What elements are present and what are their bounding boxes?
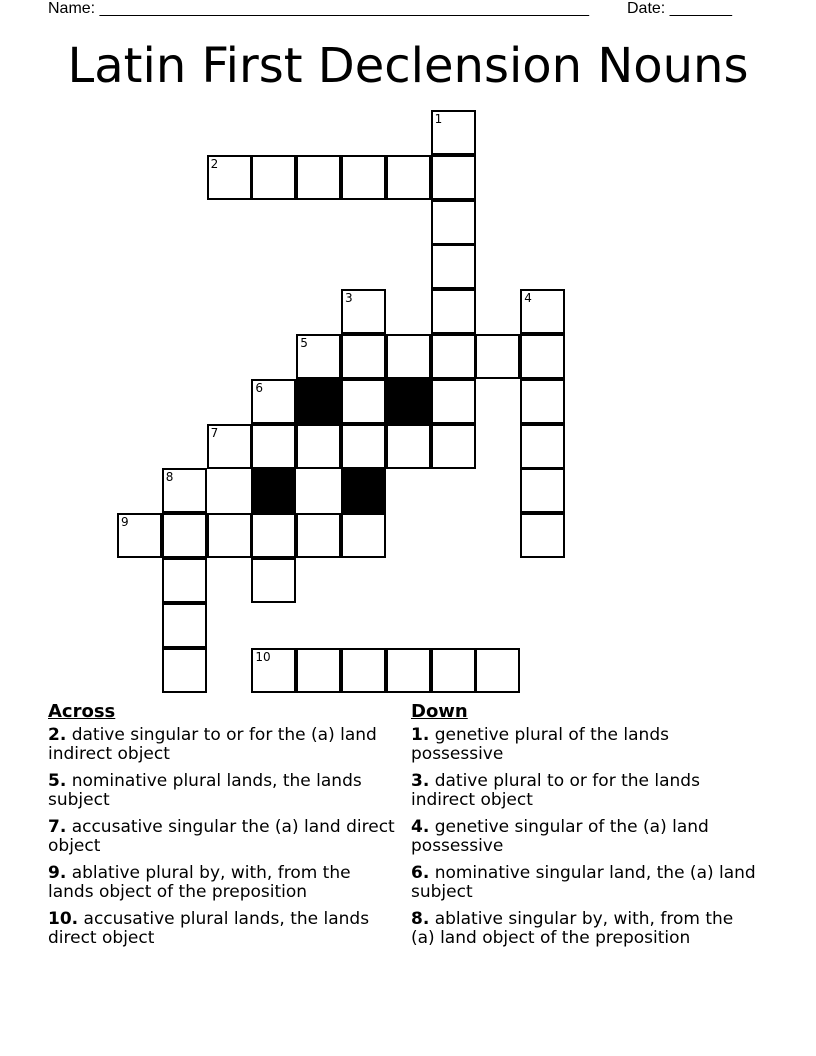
crossword-cell[interactable]: [251, 648, 296, 693]
crossword-cell[interactable]: [117, 513, 162, 558]
crossword-cell[interactable]: [386, 155, 431, 200]
crossword-cell[interactable]: [251, 155, 296, 200]
clue-down-3: [411, 772, 761, 810]
crossword-cell[interactable]: [431, 110, 476, 155]
clue-number: 5.: [48, 771, 67, 791]
crossword-cell[interactable]: [207, 424, 252, 469]
clue-text: dative plural to or for the lands indirect object: [411, 771, 700, 810]
clue-text: genetive singular of the (a) land possessive: [411, 817, 709, 856]
clue-number-label: 2: [210, 156, 219, 171]
crossword-cell[interactable]: [341, 155, 386, 200]
crossword-cell[interactable]: [520, 424, 565, 469]
clue-number-label: 6: [255, 380, 264, 395]
crossword-cell[interactable]: [296, 334, 341, 379]
crossword-cell[interactable]: [386, 334, 431, 379]
clue-across-10: [48, 910, 398, 948]
crossword-block-cell: [296, 379, 341, 424]
clue-number-label: 10: [255, 649, 271, 664]
page-title: Latin First Declension Nouns: [67, 38, 749, 94]
crossword-cell[interactable]: [386, 424, 431, 469]
clue-text: dative singular to or for the (a) land indirect object: [48, 725, 377, 764]
crossword-cell[interactable]: [475, 648, 520, 693]
crossword-cell[interactable]: [386, 648, 431, 693]
clue-number-label: 9: [121, 515, 129, 530]
name-field-label[interactable]: Name: _______________________________________________________: [48, 0, 589, 17]
crossword-cell[interactable]: [251, 424, 296, 469]
crossword-cell[interactable]: [431, 424, 476, 469]
crossword-cell[interactable]: [341, 379, 386, 424]
clue-number-label: 7: [210, 425, 219, 440]
crossword-block-cell: [341, 468, 386, 513]
crossword-cell[interactable]: [207, 513, 252, 558]
crossword-cell[interactable]: [431, 200, 476, 245]
crossword-cell[interactable]: [431, 155, 476, 200]
clue-text: genetive plural of the lands possessive: [411, 725, 669, 764]
crossword-cell[interactable]: [296, 648, 341, 693]
clue-text: nominative plural lands, the lands subject: [48, 771, 362, 810]
clue-text: accusative singular the (a) land direct object: [48, 817, 395, 856]
crossword-cell[interactable]: [431, 379, 476, 424]
clue-text: accusative plural lands, the lands direct object: [48, 909, 370, 948]
clue-number: 8.: [411, 909, 430, 929]
clue-number: 3.: [411, 771, 430, 791]
crossword-cell[interactable]: [251, 558, 296, 603]
crossword-cell[interactable]: [162, 648, 207, 693]
crossword-cell[interactable]: [341, 334, 386, 379]
crossword-cell[interactable]: [296, 155, 341, 200]
clue-across-5: [48, 772, 398, 810]
crossword-cell[interactable]: [341, 648, 386, 693]
date-field-label[interactable]: Date: _______: [627, 0, 732, 17]
clue-across-2: [48, 726, 398, 764]
clue-number-label: 3: [345, 291, 353, 306]
clue-number: 10.: [48, 909, 79, 929]
clue-down-8: [411, 910, 761, 948]
crossword-cell[interactable]: [251, 513, 296, 558]
crossword-cell[interactable]: [162, 468, 207, 513]
clue-down-6: [411, 864, 761, 902]
clue-text: ablative singular by, with, from the (a) land object of the preposition: [411, 909, 734, 948]
clue-number: 7.: [48, 817, 67, 837]
crossword-block-cell: [386, 379, 431, 424]
crossword-cell[interactable]: [520, 379, 565, 424]
across-clues: [48, 700, 398, 956]
clue-number-label: 5: [300, 336, 308, 350]
crossword-cell[interactable]: [520, 289, 565, 334]
crossword-cell[interactable]: [431, 244, 476, 289]
crossword-cell[interactable]: [341, 513, 386, 558]
crossword-cell[interactable]: [207, 155, 252, 200]
clue-number: 6.: [411, 863, 430, 883]
clue-across-9: [48, 864, 398, 902]
clue-text: nominative singular land, the (a) land subject: [411, 863, 756, 902]
clue-number: 1.: [411, 725, 430, 745]
crossword-cell[interactable]: [251, 379, 296, 424]
clue-down-1: [411, 726, 761, 764]
crossword-cell[interactable]: [296, 424, 341, 469]
down-clues: [411, 700, 761, 956]
clue-down-4: [411, 818, 761, 856]
crossword-cell[interactable]: [520, 513, 565, 558]
clue-number-label: 8: [165, 470, 174, 485]
crossword-cell[interactable]: [431, 334, 476, 379]
across-heading: Across: [48, 701, 116, 722]
crossword-cell[interactable]: [162, 603, 207, 648]
clue-number-label: 4: [524, 291, 532, 306]
down-heading: Down: [411, 701, 468, 722]
clue-number-label: 1: [434, 112, 443, 126]
crossword-cell[interactable]: [341, 289, 386, 334]
clue-number: 4.: [411, 817, 430, 837]
clue-number: 9.: [48, 863, 67, 883]
clue-across-7: [48, 818, 398, 856]
crossword-cell[interactable]: [341, 424, 386, 469]
crossword-cell[interactable]: [162, 513, 207, 558]
crossword-cell[interactable]: [296, 513, 341, 558]
crossword-cell[interactable]: [520, 468, 565, 513]
clue-number: 2.: [48, 725, 67, 745]
crossword-cell[interactable]: [431, 648, 476, 693]
crossword-block-cell: [251, 468, 296, 513]
crossword-cell[interactable]: [475, 334, 520, 379]
crossword-cell[interactable]: [162, 558, 207, 603]
crossword-cell[interactable]: [431, 289, 476, 334]
crossword-cell[interactable]: [520, 334, 565, 379]
clue-text: ablative plural by, with, from the lands object of the preposition: [48, 863, 351, 902]
